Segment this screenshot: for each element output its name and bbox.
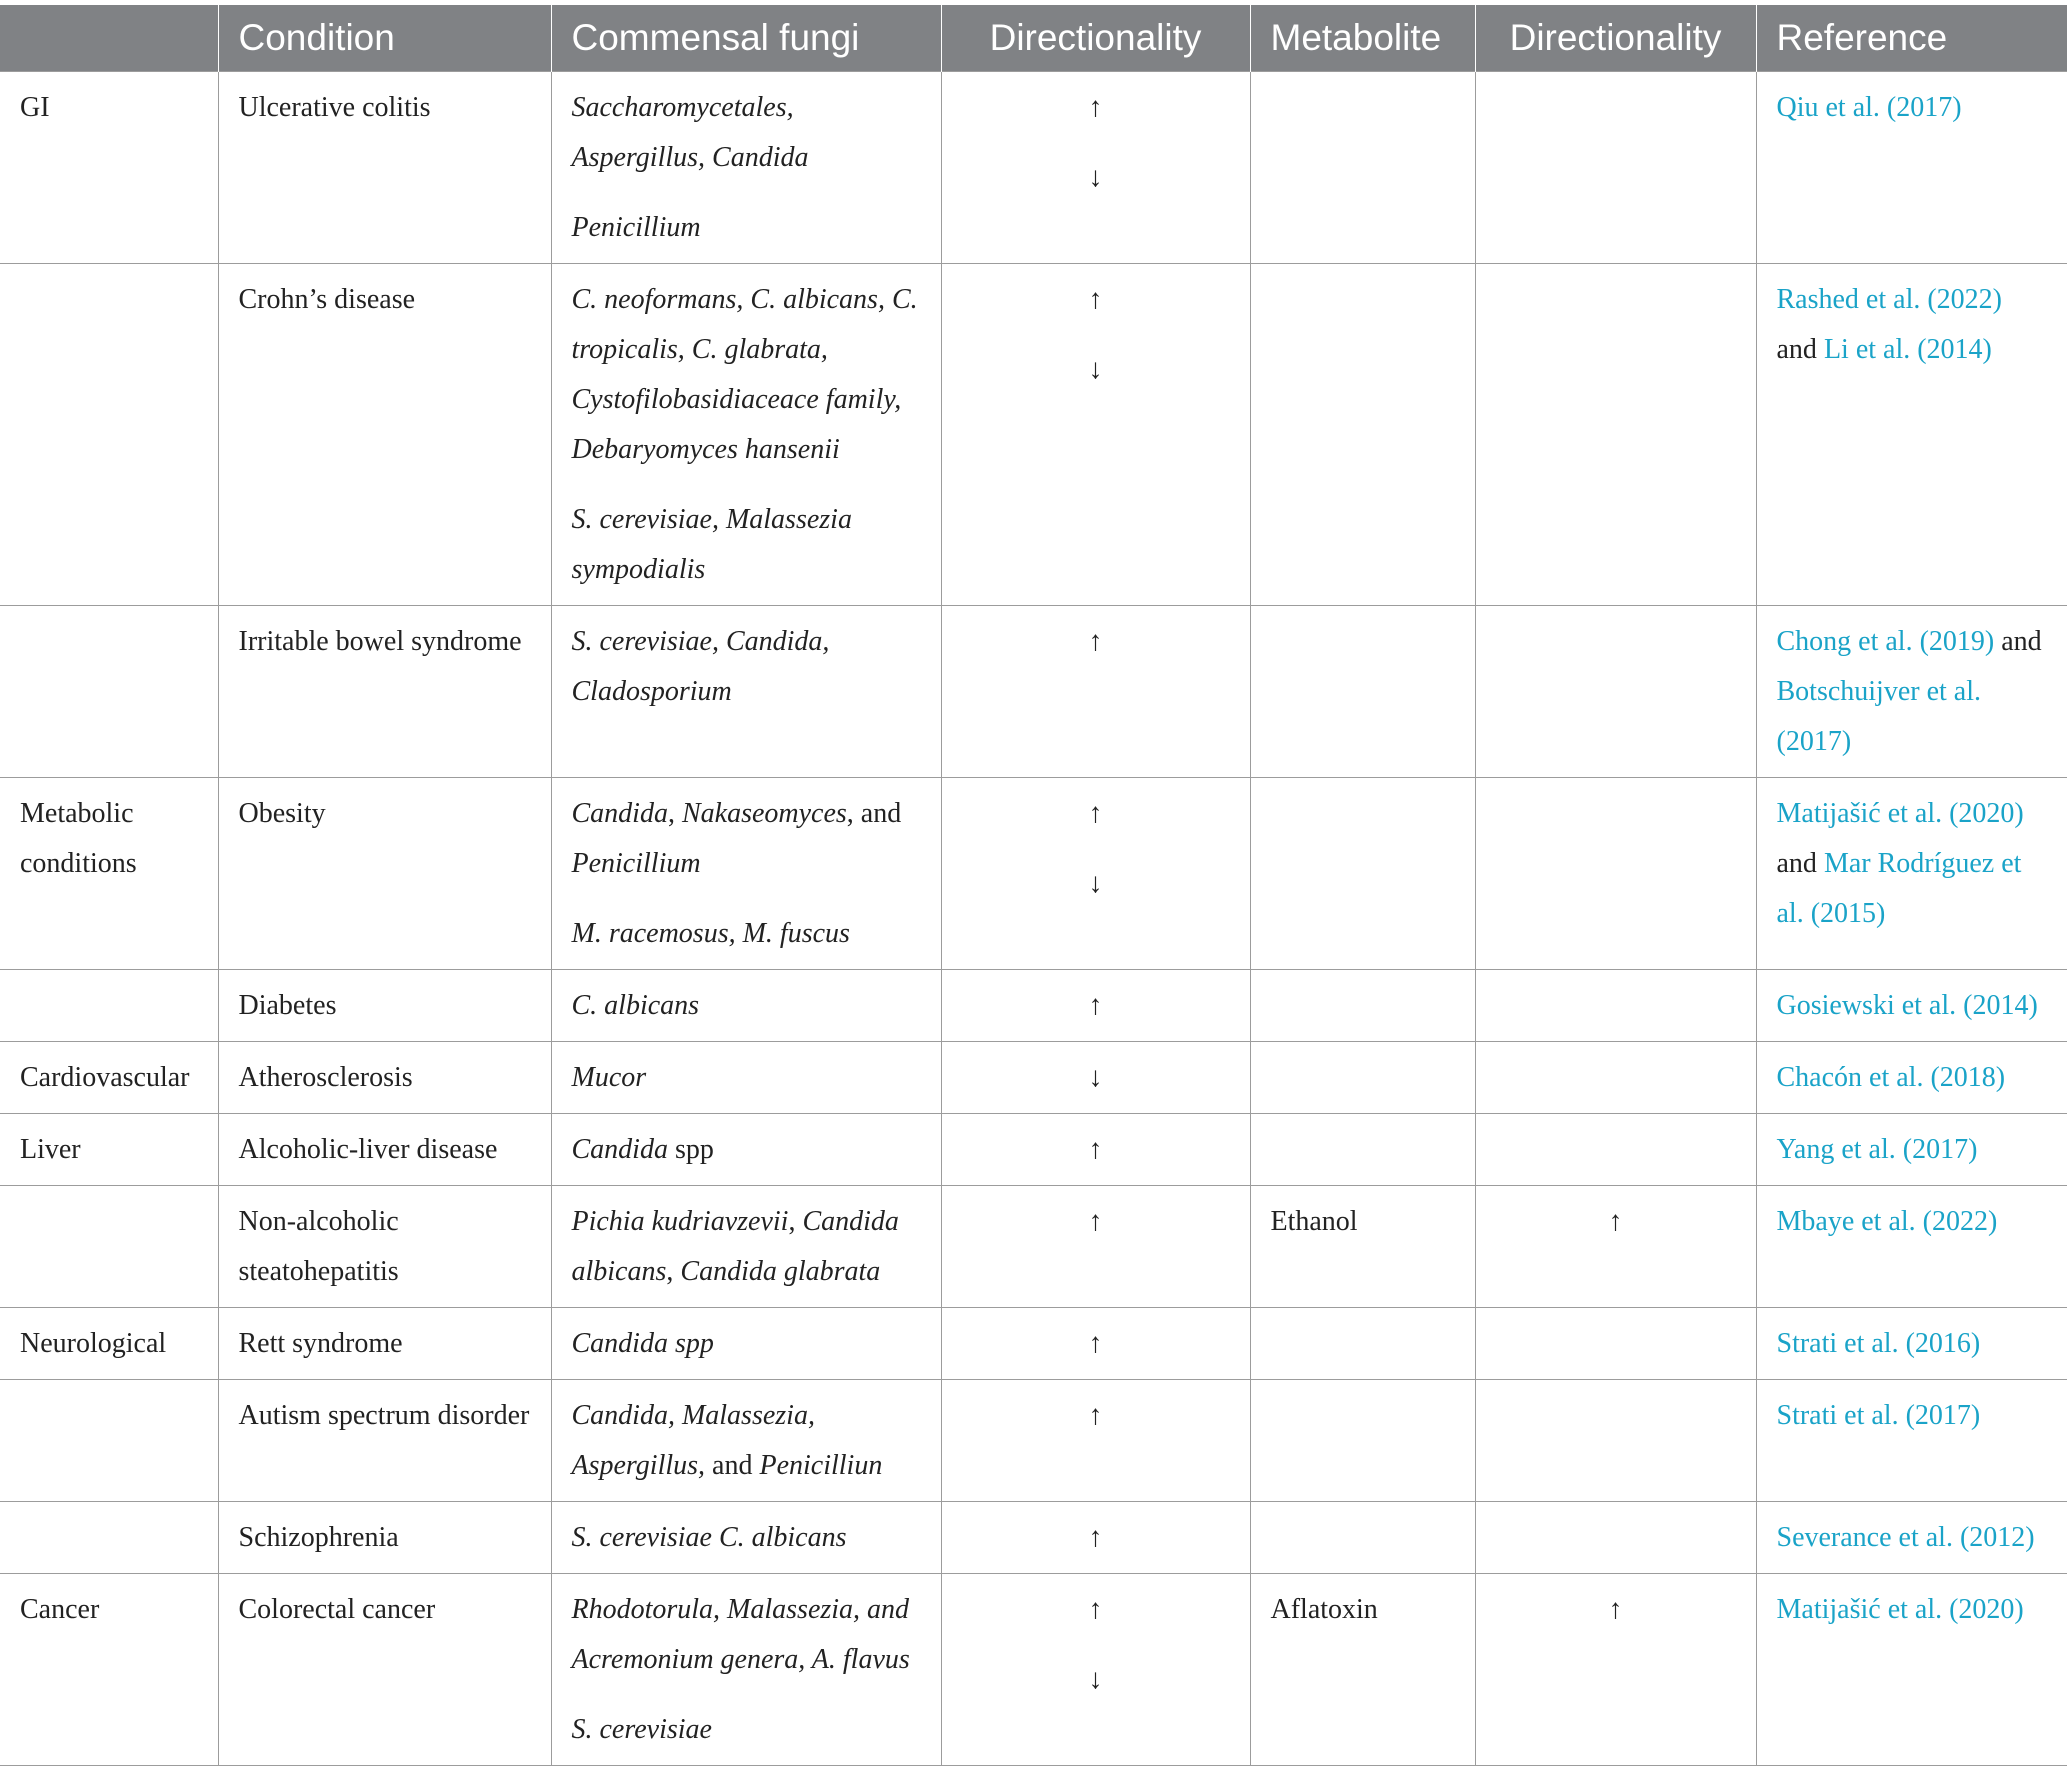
category-cell (0, 1502, 218, 1574)
reference-cell (1756, 1380, 2067, 1502)
category-cell: Cardiovascular (0, 1042, 218, 1114)
table-row (0, 72, 2067, 264)
condition-cell: Atherosclerosis (218, 1042, 551, 1114)
metabolite-cell (1250, 1114, 1475, 1186)
category-cell (0, 1186, 218, 1308)
commensal-fungi-cell (551, 1380, 941, 1502)
metabolite-directionality-cell (1475, 1042, 1756, 1114)
fungi-text: Candida spp (571, 1328, 714, 1359)
commensal-fungi-cell (551, 970, 941, 1042)
reference-link[interactable]: Chong et al. (2019) (1776, 626, 1995, 657)
header-directionality: Directionality (941, 5, 1250, 72)
down-arrow-icon: ↓ (1088, 868, 1103, 899)
condition-cell: Crohn’s disease (218, 264, 551, 606)
condition-cell: Obesity (218, 778, 551, 970)
fungi-group (572, 203, 921, 253)
metabolite-cell (1250, 778, 1475, 970)
reference-cell (1756, 1042, 2067, 1114)
metabolite-directionality-cell: ↑ (1475, 1186, 1756, 1308)
metabolite-cell (1250, 1308, 1475, 1380)
directionality-cell (941, 1042, 1250, 1114)
reference-cell (1756, 1574, 2067, 1766)
reference-conjunction: and (1994, 626, 2042, 657)
category-cell: Neurological (0, 1308, 218, 1380)
reference-cell (1756, 264, 2067, 606)
metabolite-directionality-cell (1475, 1502, 1756, 1574)
fungi-text: Candida albicans (571, 1206, 899, 1287)
fungi-text: , (667, 798, 682, 829)
fungi-text: Pichia kudriavzevii (571, 1206, 789, 1237)
up-arrow-icon: ↑ (1088, 1594, 1103, 1625)
condition-cell: Non-alcoholic steatohepatitis (218, 1186, 551, 1308)
down-arrow-icon: ↓ (1088, 1062, 1103, 1093)
reference-cell (1756, 1186, 2067, 1308)
commensal-fungi-cell (551, 1308, 941, 1380)
metabolite-directionality-cell (1475, 264, 1756, 606)
reference-cell (1756, 1502, 2067, 1574)
fungi-text: Saccharomycetales, Aspergillus, Candida (571, 92, 809, 173)
up-arrow-icon: ↑ (1088, 92, 1103, 123)
header-row (0, 5, 2067, 72)
commensal-fungi-cell (551, 1114, 941, 1186)
commensal-fungi-cell (551, 1502, 941, 1574)
table-body (0, 72, 2067, 1766)
reference-link[interactable]: Qiu et al. (2017) (1776, 92, 1962, 123)
fungi-text: , (788, 1206, 803, 1237)
reference-link[interactable]: Severance et al. (2012) (1776, 1522, 2035, 1553)
fungi-group (572, 1513, 921, 1563)
table-row (0, 1186, 2067, 1308)
fungi-text: Mucor (571, 1062, 647, 1093)
condition-cell: Irritable bowel syndrome (218, 606, 551, 778)
reference-link[interactable]: Strati et al. (2017) (1776, 1400, 1981, 1431)
metabolite-directionality-cell (1475, 1308, 1756, 1380)
metabolite-cell (1250, 1380, 1475, 1502)
category-cell (0, 606, 218, 778)
table-row (0, 970, 2067, 1042)
category-cell (0, 970, 218, 1042)
fungi-group (572, 83, 921, 183)
fungi-group (572, 1585, 921, 1685)
condition-cell: Ulcerative colitis (218, 72, 551, 264)
fungi-text: , and (846, 798, 902, 829)
table-row (0, 1308, 2067, 1380)
directionality-cell (941, 970, 1250, 1042)
fungi-text: , (666, 1256, 681, 1287)
condition-cell: Rett syndrome (218, 1308, 551, 1380)
condition-cell: Diabetes (218, 970, 551, 1042)
reference-cell (1756, 778, 2067, 970)
fungi-text: Penicilliun (759, 1450, 883, 1481)
reference-link[interactable]: Yang et al. (2017) (1776, 1134, 1978, 1165)
table-row (0, 1574, 2067, 1766)
reference-link[interactable]: Gosiewski et al. (2014) (1776, 990, 2038, 1021)
down-arrow-icon: ↓ (1088, 1664, 1103, 1695)
up-arrow-icon: ↑ (1088, 990, 1103, 1021)
down-arrow-icon: ↓ (1088, 354, 1103, 385)
fungi-group (572, 1197, 921, 1297)
fungi-group (572, 617, 921, 717)
header-category (0, 5, 218, 72)
condition-cell: Schizophrenia (218, 1502, 551, 1574)
fungi-text: spp (667, 1134, 714, 1165)
up-arrow-icon: ↑ (1088, 1400, 1103, 1431)
directionality-cell (941, 1186, 1250, 1308)
fungi-group (572, 495, 921, 595)
reference-link[interactable]: Strati et al. (2016) (1776, 1328, 1981, 1359)
header-metabolite-directionality: Directionality (1475, 5, 1756, 72)
table-row (0, 1042, 2067, 1114)
fungi-text: C. neoformans, C. albicans, C. tropicalis, C. glabrata, Cystofilobasidiaceace family, Debaryomyces hansenii (571, 284, 918, 465)
up-arrow-icon: ↑ (1088, 1206, 1103, 1237)
down-arrow-icon: ↓ (1088, 162, 1103, 193)
reference-link[interactable]: Li et al. (2014) (1823, 334, 1992, 365)
directionality-cell (941, 778, 1250, 970)
directionality-cell (941, 264, 1250, 606)
fungi-text: Nakaseomyces (681, 798, 847, 829)
fungi-text: Rhodotorula, Malassezia, and Acremonium genera, A. flavus (571, 1594, 910, 1675)
reference-conjunction: and (1776, 334, 1824, 365)
reference-cell (1756, 606, 2067, 778)
fungi-text: S. cerevisiae C. albicans (571, 1522, 847, 1553)
fungi-text: Candida glabrata (680, 1256, 881, 1287)
reference-conjunction: and (1776, 848, 1824, 879)
fungi-text: and (705, 1450, 760, 1481)
condition-cell: Colorectal cancer (218, 1574, 551, 1766)
reference-cell (1756, 970, 2067, 1042)
fungi-group (572, 909, 921, 959)
category-cell (0, 1380, 218, 1502)
commensal-fungi-cell (551, 1574, 941, 1766)
table-row (0, 1380, 2067, 1502)
reference-link[interactable]: Chacón et al. (2018) (1776, 1062, 2006, 1093)
metabolite-directionality-cell (1475, 72, 1756, 264)
directionality-cell (941, 1114, 1250, 1186)
category-cell: GI (0, 72, 218, 264)
condition-cell: Autism spectrum disorder (218, 1380, 551, 1502)
commensal-fungi-cell (551, 264, 941, 606)
commensal-fungi-cell (551, 1042, 941, 1114)
header-condition: Condition (218, 5, 551, 72)
metabolite-directionality-cell (1475, 1380, 1756, 1502)
fungi-text: Penicillium (571, 848, 701, 879)
commensal-fungi-cell (551, 778, 941, 970)
fungi-group (572, 1053, 921, 1103)
fungi-group (572, 1319, 921, 1369)
reference-link[interactable]: Mar Rodríguez et al. (2015) (1776, 848, 2022, 929)
table-row (0, 1114, 2067, 1186)
fungi-group (572, 1391, 921, 1491)
metabolite-cell (1250, 72, 1475, 264)
up-arrow-icon: ↑ (1088, 284, 1103, 315)
reference-cell (1756, 72, 2067, 264)
fungi-text: M. racemosus, M. fuscus (571, 918, 850, 949)
fungi-text: C. albicans (571, 990, 700, 1021)
commensal-fungi-cell (551, 72, 941, 264)
fungi-group (572, 275, 921, 475)
reference-link[interactable]: Matijašić et al. (2020) (1776, 798, 2024, 829)
metabolite-cell: Ethanol (1250, 1186, 1475, 1308)
reference-cell (1756, 1308, 2067, 1380)
commensal-fungi-cell (551, 1186, 941, 1308)
category-cell: Cancer (0, 1574, 218, 1766)
category-cell: Liver (0, 1114, 218, 1186)
up-arrow-icon: ↑ (1088, 1522, 1103, 1553)
table-row (0, 606, 2067, 778)
reference-link[interactable]: Mbaye et al. (2022) (1776, 1206, 1998, 1237)
metabolite-cell (1250, 1502, 1475, 1574)
metabolite-directionality-cell (1475, 970, 1756, 1042)
metabolite-cell (1250, 970, 1475, 1042)
directionality-cell (941, 1308, 1250, 1380)
directionality-cell (941, 72, 1250, 264)
condition-cell: Alcoholic-liver disease (218, 1114, 551, 1186)
directionality-cell (941, 1380, 1250, 1502)
header-reference: Reference (1756, 5, 2067, 72)
header-metabolite: Metabolite (1250, 5, 1475, 72)
fungi-text: Penicillium (571, 212, 701, 243)
table-row (0, 264, 2067, 606)
reference-link[interactable]: Botschuijver et al. (2017) (1776, 676, 1982, 757)
fungi-conditions-table (0, 5, 2067, 1766)
reference-cell (1756, 1114, 2067, 1186)
fungi-text: S. cerevisiae, Malassezia sympodialis (571, 504, 852, 585)
metabolite-directionality-cell: ↑ (1475, 1574, 1756, 1766)
fungi-text: S. cerevisiae (571, 1714, 712, 1745)
reference-link[interactable]: Matijašić et al. (2020) (1776, 1594, 2024, 1625)
metabolite-directionality-cell (1475, 778, 1756, 970)
up-arrow-icon: ↑ (1088, 1328, 1103, 1359)
up-arrow-icon: ↑ (1088, 1134, 1103, 1165)
metabolite-directionality-cell (1475, 606, 1756, 778)
table-row (0, 1502, 2067, 1574)
directionality-cell (941, 1502, 1250, 1574)
metabolite-cell (1250, 264, 1475, 606)
header-commensal-fungi: Commensal fungi (551, 5, 941, 72)
fungi-group (572, 789, 921, 889)
table-row (0, 778, 2067, 970)
fungi-text: Candida, Malassezia, Aspergillus, (571, 1400, 815, 1481)
up-arrow-icon: ↑ (1088, 798, 1103, 829)
category-cell (0, 264, 218, 606)
fungi-group (572, 1705, 921, 1755)
metabolite-cell (1250, 606, 1475, 778)
fungi-group (572, 981, 921, 1031)
directionality-cell (941, 606, 1250, 778)
directionality-cell (941, 1574, 1250, 1766)
commensal-fungi-cell (551, 606, 941, 778)
fungi-text: Candida (571, 798, 668, 829)
category-cell: Metabolic conditions (0, 778, 218, 970)
metabolite-cell: Aflatoxin (1250, 1574, 1475, 1766)
reference-link[interactable]: Rashed et al. (2022) (1776, 284, 2002, 315)
fungi-group (572, 1125, 921, 1175)
metabolite-cell (1250, 1042, 1475, 1114)
metabolite-directionality-cell (1475, 1114, 1756, 1186)
fungi-text: Candida (571, 1134, 668, 1165)
up-arrow-icon: ↑ (1088, 626, 1103, 657)
fungi-text: S. cerevisiae, Candida, Cladosporium (571, 626, 830, 707)
